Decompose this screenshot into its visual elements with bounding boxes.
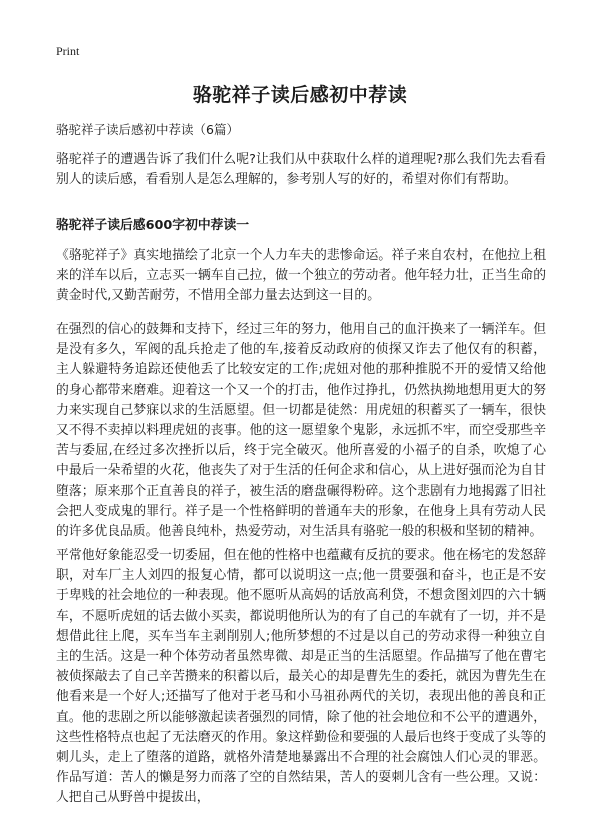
- subtitle: 骆驼祥子读后感初中荐读（6篇）: [56, 122, 239, 137]
- section-heading: 骆驼祥子读后感600字初中荐读一: [56, 218, 250, 233]
- print-link[interactable]: Print: [56, 44, 80, 58]
- intro-paragraph: 骆驼祥子的遭遇告诉了我们什么呢?让我们从中获取什么样的道理呢?那么我们先去看看别人的读后感，看看别人是怎么理解的，参考别人写的好的，希望对你们有帮助。: [56, 152, 546, 188]
- body-paragraph-2: 在强烈的信心的鼓舞和支持下，经过三年的努力，他用自己的血汗换来了一辆洋车。但是没有多久，军阀的乱兵抢走了他的车,接着反动政府的侦探又诈去了他仅有的积蓄，主人躲避特务追踪还使他丢了比较安定的工作;虎妞对他的那种推脱不开的爱情又给他的身心都带来磨难。迎着这一个又一个的打击，他作过挣扎，仍然执拗地想用更大的努力来实现自己梦寐以求的生活愿望。但一切都是徒然：用虎妞的积蓄买了一辆车，很快又不得不卖掉以料理虎妞的丧事。他的这一愿望象个鬼影，永远抓不牢，而空受那些辛苦与委屈,在经过多次挫折以后，终于完全破灭。他所喜爱的小福子的自杀，吹熄了心中最后一朵希望的火花，他丧失了对于生活的任何企求和信心，从上进好强而沦为自甘堕落；原来那个正直善良的祥子，被生活的磨盘碾得粉碎。这个悲剧有力地揭露了旧社会把人变成鬼的罪行。祥子是一个性格鲜明的普通车夫的形象，在他身上具有劳动人民的许多优良品质。他善良纯朴，热爱劳动，对生活具有骆驼一般的积极和坚韧的精神。: [56, 322, 546, 540]
- page-title: 骆驼祥子读后感初中荐读: [192, 84, 408, 106]
- body-paragraph-3: 平常他好象能忍受一切委屈，但在他的性格中也蕴藏有反抗的要求。他在杨宅的发怒辞职，对车厂主人刘四的报复心情，都可以说明这一点;他一贯要强和奋斗，也正是不安于卑贱的社会地位的一种表现。他不愿听从高妈的话放高利贷，不想贪图刘四的六十辆车，不愿听虎妞的话去做小买卖，都说明他所认为的有了自己的车就有了一切，并不是想借此往上爬，买车当车主剥削别人;他所梦想的不过是以自己的劳动求得一种独立自主的生活。这是一种个体劳动者虽然卑微、却是正当的生活愿望。作品描写了他在曹宅被侦探敲去了自己辛苦攒来的积蓄以后，最关心的却是曹先生的委托，就因为曹先生在他看来是一个好人;还描写了他对于老马和小马祖孙两代的关切，表现出他的善良和正直。他的悲剧之所以能够激起读者强烈的同情，除了他的社会地位和不公平的遭遇外，这些性格特点也起了无法磨灭的作用。象这样勤俭和要强的人最后也终于变成了头等的刺儿头，走上了堕落的道路，就格外清楚地暴露出不合理的社会腐蚀人们心灵的罪恶。作品写道：苦人的懒是努力而落了空的自然结果，苦人的耍刺儿含有一些公理。又说：人把自己从野兽中提拔出，: [56, 548, 546, 806]
- body-paragraph-1: 《骆驼祥子》真实地描绘了北京一个人力车夫的悲惨命运。祥子来自农村，在他拉上租来的洋车以后，立志买一辆车自己拉，做一个独立的劳动者。他年轻力壮，正当生命的黄金时代,又勤苦耐劳，不惜用全部力量去达到这一目的。: [56, 248, 546, 304]
